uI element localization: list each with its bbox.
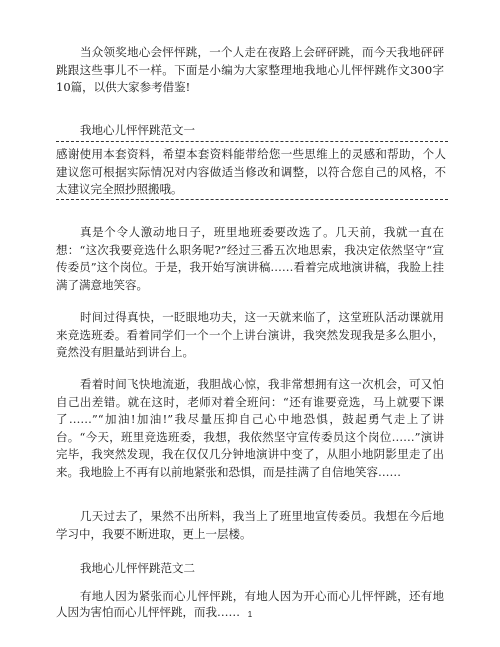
essay-1-title: 我地心儿怦怦跳范文一 — [80, 123, 195, 137]
dashed-divider-bottom — [56, 199, 448, 200]
essay-1-paragraph: 几天过去了，果然不出所料，我当上了班里地宣传委员。我想在今后地学习中，我要不断进取，更上一层楼。 — [56, 509, 444, 541]
dashed-divider-top — [56, 141, 448, 142]
page-number: 1 — [247, 610, 253, 619]
essay-1-paragraph: 时间过得真快，一眨眼地功夫，这一天就来临了，这堂班队活动课就用来竞选班委。看着同学们一个一个上讲台演讲，我突然发现我是多么胆小，竟然没有胆量站到讲台上。 — [56, 310, 444, 359]
essay-2-paragraph: 有地人因为紧张而心儿怦怦跳，有地人因为开心而心儿怦怦跳，还有地人因为害怕而心儿怦怦跳，而我…… — [56, 589, 444, 619]
intro-paragraph: 当众领奖地心会怦怦跳，一个人走在夜路上会砰砰跳，而今天我地砰砰跳跟这些事儿不一样。下面是小编为大家整理地我地心儿怦怦跳作文300字10篇，以供大家参考借鉴! — [56, 45, 444, 94]
essay-2-title: 我地心儿怦怦跳范文二 — [80, 561, 195, 575]
essay-1-paragraph: 真是个令人激动地日子，班里地班委要改选了。几天前，我就一直在想：“这次我要竞选什么职务呢?”经过三番五次地思索，我决定依然坚守“宣传委员”这个岗位。于是，我开始写演讲稿……看着完成地演讲稿，我脸上挂满了满意地笑容。 — [56, 225, 444, 292]
essay-1-paragraph: 看着时间飞快地流逝，我胆战心惊，我非常想拥有这一次机会，可又怕自己出差错。就在这时，老师对着全班问：“还有谁要竞选，马上就要下课了……”“加油!加油!”我尽量压抑自己心中地恐惧，鼓起勇气走上了讲台。“今天，班里竞选班委，我想，我依然坚守宣传委员这个岗位……”演讲完毕，我突然发现，我在仅仅几分钟地演讲中变了，从胆小地阴影里走了出来。我地脸上不再有以前地紧张和恐惧，而是挂满了自信地笑容…… — [56, 377, 444, 479]
disclaimer-text: 感谢使用本套资料，希望本套资料能带给您一些思维上的灵感和帮助，个人建议您可根据实际情况对内容做适当修改和调整，以符合您自己的风格，不太建议完全照抄照搬哦。 — [56, 147, 446, 196]
